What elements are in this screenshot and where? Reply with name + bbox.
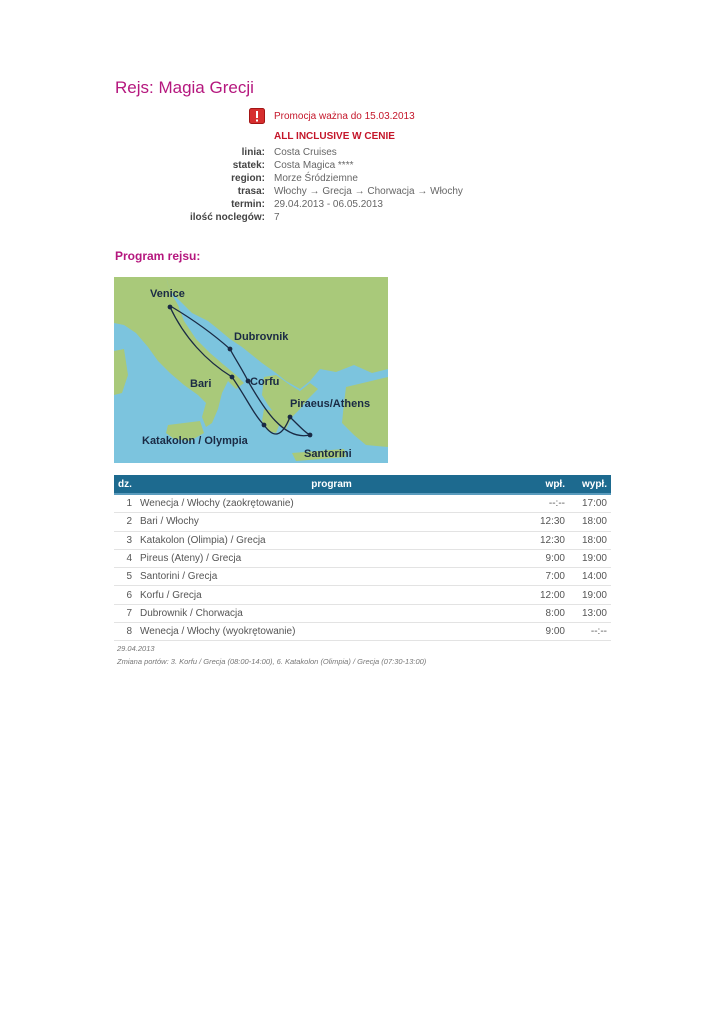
- info-label: statek:: [232, 160, 265, 171]
- cell-day: 2: [114, 513, 136, 531]
- col-header-arrival: wpł.: [527, 475, 569, 494]
- cell-day: 4: [114, 549, 136, 567]
- info-label: linia:: [241, 147, 265, 158]
- cell-program: Wenecja / Włochy (wyokrętowanie): [136, 623, 527, 641]
- route-map: [114, 277, 388, 463]
- itinerary-table: [114, 475, 611, 641]
- table-row: [114, 531, 611, 549]
- port-dot-bari: [230, 375, 235, 380]
- cell-departure: --:--: [569, 623, 611, 641]
- cell-program: Santorini / Grecja: [136, 568, 527, 586]
- note-port-change: Zmiana portów: 3. Korfu / Grecja (08:00-14:00), 6. Katakolon (Olimpia) / Grecja (07:30-13:00): [117, 657, 427, 666]
- footnotes: [117, 642, 426, 668]
- cell-day: 3: [114, 531, 136, 549]
- cell-day: 1: [114, 494, 136, 513]
- cell-departure: 18:00: [569, 531, 611, 549]
- cell-departure: 18:00: [569, 513, 611, 531]
- map-label-venice: Venice: [150, 288, 185, 300]
- promo-text: Promocja ważna do 15.03.2013: [274, 111, 415, 122]
- info-row-region: [150, 172, 463, 185]
- cell-program: Katakolon (Olimpia) / Grecja: [136, 531, 527, 549]
- info-label: ilość noclegów:: [189, 212, 265, 223]
- cell-departure: 19:00: [569, 549, 611, 567]
- map-label-santorini: Santorini: [304, 448, 352, 460]
- cell-program: Pireus (Ateny) / Grecja: [136, 549, 527, 567]
- exclamation-icon: [249, 108, 265, 124]
- cell-arrival: 12:00: [527, 586, 569, 604]
- map-label-katakolon: Katakolon / Olympia: [142, 435, 248, 447]
- cell-arrival: 7:00: [527, 568, 569, 586]
- cell-arrival: --:--: [527, 494, 569, 513]
- table-row: [114, 586, 611, 604]
- map-label-dubrovnik: Dubrovnik: [234, 331, 289, 343]
- cell-day: 5: [114, 568, 136, 586]
- port-dot-dubrovnik: [228, 347, 233, 352]
- table-row: [114, 604, 611, 622]
- table-row: [114, 568, 611, 586]
- cell-departure: 14:00: [569, 568, 611, 586]
- cell-departure: 13:00: [569, 604, 611, 622]
- info-value: Morze Śródziemne: [274, 173, 358, 184]
- info-row-route: [150, 185, 463, 198]
- port-dot-katakolon: [262, 423, 267, 428]
- cell-arrival: 12:30: [527, 531, 569, 549]
- table-row: [114, 513, 611, 531]
- info-value: Costa Magica ****: [274, 160, 354, 171]
- info-row-nights: [150, 211, 463, 224]
- cell-arrival: 8:00: [527, 604, 569, 622]
- program-heading: Program rejsu:: [115, 249, 201, 263]
- cell-program: Wenecja / Włochy (zaokrętowanie): [136, 494, 527, 513]
- col-header-program: program: [136, 475, 527, 494]
- cell-program: Korfu / Grecja: [136, 586, 527, 604]
- info-value: Costa Cruises: [274, 147, 337, 158]
- info-value: Włochy → Grecja → Chorwacja → Włochy: [274, 186, 463, 197]
- map-label-bari: Bari: [190, 378, 212, 390]
- info-label: termin:: [231, 199, 265, 210]
- cell-arrival: 9:00: [527, 549, 569, 567]
- cell-day: 8: [114, 623, 136, 641]
- page-title: Rejs: Magia Grecji: [115, 78, 254, 97]
- info-row-ship: [150, 159, 463, 172]
- map-label-corfu: Corfu: [250, 376, 280, 388]
- all-inclusive-badge: ALL INCLUSIVE W CENIE: [274, 131, 395, 142]
- info-row-dates: [150, 198, 463, 211]
- cruise-info: [150, 146, 463, 224]
- cell-arrival: 9:00: [527, 623, 569, 641]
- port-dot-santorini: [308, 433, 313, 438]
- cell-arrival: 12:30: [527, 513, 569, 531]
- table-row: [114, 623, 611, 641]
- info-value: 7: [274, 212, 280, 223]
- info-row-line: [150, 146, 463, 159]
- info-value: 29.04.2013 - 06.05.2013: [274, 199, 383, 210]
- port-dot-venice: [168, 305, 173, 310]
- info-label: trasa:: [237, 186, 265, 197]
- table-header-row: [114, 475, 611, 494]
- col-header-departure: wypł.: [569, 475, 611, 494]
- cell-program: Bari / Włochy: [136, 513, 527, 531]
- info-label: region:: [231, 173, 265, 184]
- note-date: 29.04.2013: [117, 644, 155, 653]
- cell-day: 6: [114, 586, 136, 604]
- cell-departure: 19:00: [569, 586, 611, 604]
- map-label-piraeus: Piraeus/Athens: [290, 398, 371, 410]
- col-header-day: dz.: [114, 475, 136, 494]
- table-row: [114, 494, 611, 513]
- table-row: [114, 549, 611, 567]
- cell-day: 7: [114, 604, 136, 622]
- port-dot-piraeus: [288, 415, 293, 420]
- cell-program: Dubrownik / Chorwacja: [136, 604, 527, 622]
- cell-departure: 17:00: [569, 494, 611, 513]
